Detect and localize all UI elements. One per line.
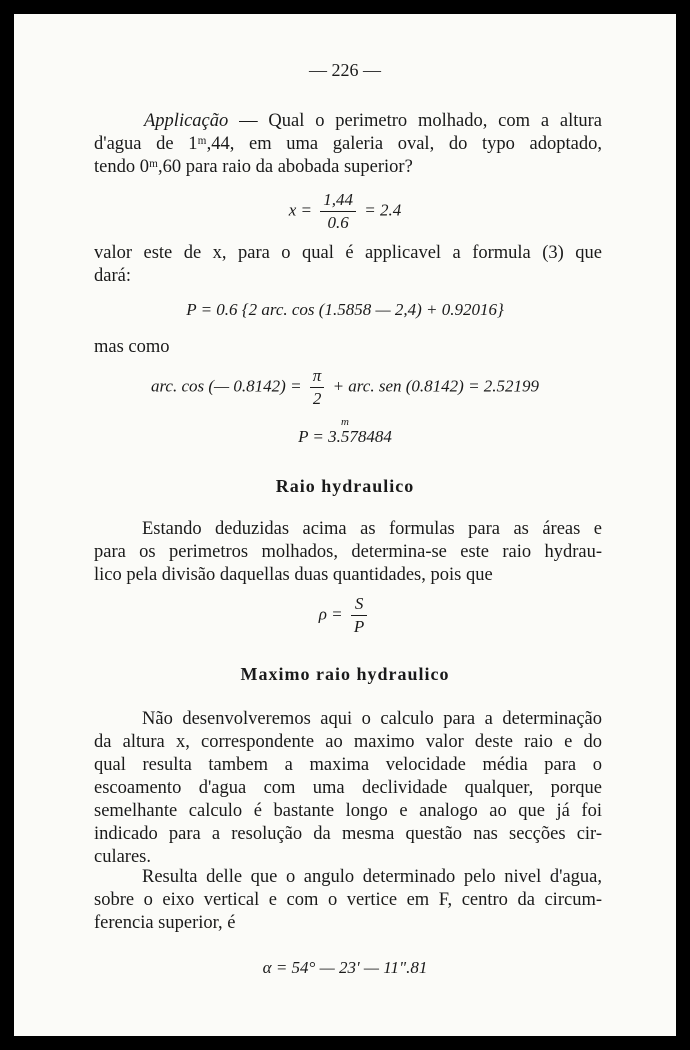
paragraph-line: tendo 0ᵐ,60 para raio da abobada superior? bbox=[94, 157, 413, 177]
section-heading-raio-hydraulico: Raio hydraulico bbox=[275, 476, 415, 496]
equation-angle: α = 54° — 23' — 11".81 bbox=[262, 958, 428, 977]
paragraph-line: Não desenvolveremos aqui o calculo para a determinação bbox=[142, 709, 602, 729]
paragraph-line: valor este de x, para o qual é applicavel a formula (3) que bbox=[94, 243, 602, 263]
section-heading-maximo: Maximo raio hydraulico bbox=[240, 664, 450, 684]
paragraph-line: Resulta delle que o angulo determinado pelo nivel d'agua, bbox=[142, 867, 602, 887]
book-page bbox=[14, 14, 676, 1036]
equation-p-result: P = 3.578484 bbox=[298, 427, 392, 446]
paragraph-line: culares. bbox=[94, 847, 152, 867]
equation-perimeter: P = 0.6 {2 arc. cos (1.5858 — 2,4) + 0.92016} bbox=[186, 300, 504, 319]
paragraph-line: Applicação — Qual o perimetro molhado, com a altura bbox=[144, 111, 602, 131]
paragraph-line: qual resulta tambem a maxima velocidade média para o bbox=[94, 755, 602, 775]
fraction: $\frac{1,44}{0.6}$ bbox=[320, 190, 356, 233]
paragraph-line: indicado para a resolução da mesma questão nas secções cir- bbox=[94, 824, 602, 844]
equation-arc-cos: arc. cos (— 0.8142) = $\frac{\pi}{2}$ + arc. sen (0.8142) = 2.52199 bbox=[150, 366, 540, 408]
paragraph-line: da altura x, correspondente ao maximo valor deste raio e do bbox=[94, 732, 602, 752]
paragraph-mas-como bbox=[94, 336, 602, 359]
page-number: — 226 — bbox=[309, 60, 381, 80]
paragraph-line: Estando deduzidas acima as formulas para as áreas e bbox=[142, 519, 602, 539]
fraction: $\frac{\pi}{2}$ bbox=[310, 366, 325, 409]
equation-x: x = $\frac{1,44}{0.6}$ = 2.4 bbox=[288, 190, 402, 232]
paragraph-maximo bbox=[94, 708, 602, 869]
unit-marker: m bbox=[341, 416, 349, 428]
paragraph-line: lico pela divisão daquellas duas quantidades, pois que bbox=[94, 565, 493, 585]
paragraph-line: dará: bbox=[94, 266, 131, 286]
paragraph-line: mas como bbox=[94, 337, 170, 357]
paragraph-raio bbox=[94, 518, 602, 587]
fraction: $\frac{S}{P}$ bbox=[351, 594, 367, 637]
paragraph-line: escoamento d'agua com uma declividade qualquer, porque bbox=[94, 778, 602, 798]
paragraph-line: d'agua de 1ᵐ,44, em uma galeria oval, do typo adoptado, bbox=[94, 134, 602, 154]
paragraph-line: semelhante calculo é bastante longo e analogo ao que já foi bbox=[94, 801, 602, 821]
equation-rho: ρ = $\frac{S}{P}$ bbox=[14, 594, 676, 637]
paragraph-resulta bbox=[94, 866, 602, 935]
paragraph-application bbox=[94, 110, 602, 179]
application-label: Applicação bbox=[144, 111, 229, 131]
paragraph-line: sobre o eixo vertical e com o vertice em F, centro da circum- bbox=[94, 890, 602, 910]
paragraph-line: para os perimetros molhados, determina-se este raio hydrau- bbox=[94, 542, 602, 562]
paragraph-value bbox=[94, 242, 602, 288]
paragraph-line: ferencia superior, é bbox=[94, 913, 236, 933]
